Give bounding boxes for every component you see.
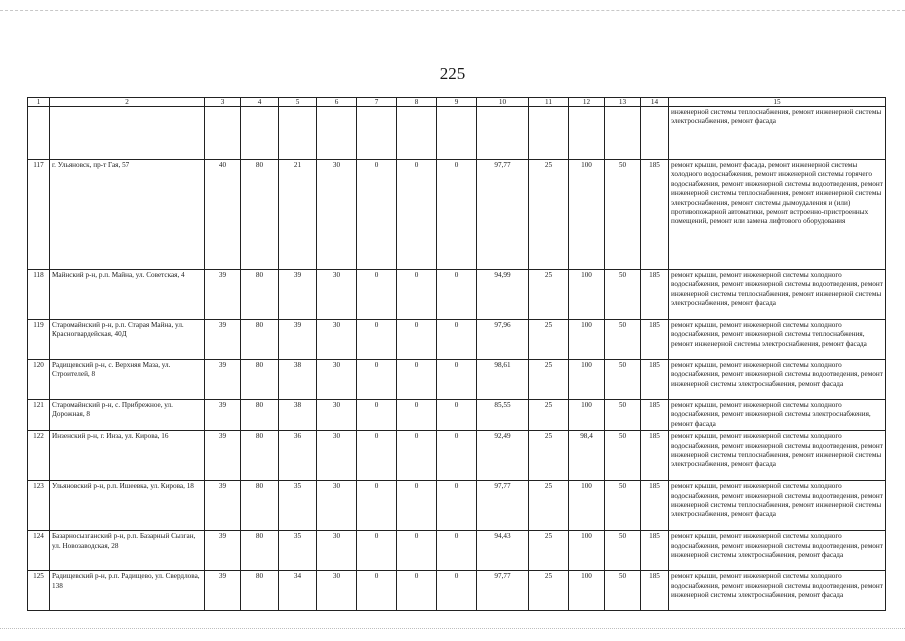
cell-value: 0 xyxy=(397,481,437,531)
cell-value: 25 xyxy=(529,160,569,270)
cell-value: 25 xyxy=(529,531,569,571)
cell-works: ремонт крыши, ремонт фасада, ремонт инженерной системы холодного водоснабжения, ремонт инженерной системы горячего водоснабжения, ремонт инженерной системы водоотведения, ремонт инженерной системы теплоснабжения, ремонт инженерной системы электроснабжения, ремонт системы дымоудаления и (или) противопожарной автоматики, ремонт встроенно-пристроенных помещений, ремонт или замена лифтового оборудования xyxy=(669,160,886,270)
cell-value: 40 xyxy=(205,160,241,270)
cell-works: ремонт крыши, ремонт инженерной системы холодного водоснабжения, ремонт инженерной системы водоотведения, ремонт инженерной системы электроснабжения, ремонт фасада xyxy=(669,360,886,400)
cell-address: Старомайнский р-н, р.п. Старая Майна, ул. Красногвардейская, 40Д xyxy=(50,320,205,360)
cell-value: 0 xyxy=(437,571,477,611)
cell-value: 39 xyxy=(205,571,241,611)
cell-value: 92,49 xyxy=(477,431,529,481)
cell-value: 50 xyxy=(605,400,641,431)
cell-value: 25 xyxy=(529,270,569,320)
cell-value: 185 xyxy=(641,531,669,571)
cell-value: 30 xyxy=(317,360,357,400)
cell-works: ремонт крыши, ремонт инженерной системы холодного водоснабжения, ремонт инженерной системы водоотведения, ремонт инженерной системы электроснабжения, ремонт фасада xyxy=(669,571,886,611)
cell-value: 0 xyxy=(437,160,477,270)
cell-value: 36 xyxy=(279,431,317,481)
cell-value: 39 xyxy=(205,360,241,400)
cell-value: 35 xyxy=(279,531,317,571)
table-row xyxy=(28,360,886,400)
cell-index: 120 xyxy=(28,360,50,400)
table-row-continuation xyxy=(28,107,886,160)
cell-value: 94,99 xyxy=(477,270,529,320)
cell-value: 30 xyxy=(317,160,357,270)
cell-value: 97,96 xyxy=(477,320,529,360)
cell-value: 80 xyxy=(241,360,279,400)
column-header: 15 xyxy=(669,98,886,107)
table-row xyxy=(28,160,886,270)
cell-value: 100 xyxy=(569,571,605,611)
column-header: 4 xyxy=(241,98,279,107)
cell-value: 25 xyxy=(529,320,569,360)
cell-value: 50 xyxy=(605,320,641,360)
cell-value: 39 xyxy=(205,431,241,481)
cell-value: 100 xyxy=(569,160,605,270)
cell-index: 121 xyxy=(28,400,50,431)
cell-value: 39 xyxy=(279,320,317,360)
cell-value: 85,55 xyxy=(477,400,529,431)
cell-value: 39 xyxy=(205,481,241,531)
cell-address: Майнский р-н, р.п. Майна, ул. Советская, 4 xyxy=(50,270,205,320)
cell-value: 97,77 xyxy=(477,160,529,270)
cell-value: 0 xyxy=(397,320,437,360)
cell-value: 0 xyxy=(397,531,437,571)
cell-value: 25 xyxy=(529,571,569,611)
cell-index: 119 xyxy=(28,320,50,360)
cell-value: 80 xyxy=(241,320,279,360)
cell-value: 34 xyxy=(279,571,317,611)
column-header: 1 xyxy=(28,98,50,107)
column-header: 13 xyxy=(605,98,641,107)
cell-value: 94,43 xyxy=(477,531,529,571)
cell-index: 122 xyxy=(28,431,50,481)
cell-value: 25 xyxy=(529,360,569,400)
cell-index: 118 xyxy=(28,270,50,320)
column-header: 9 xyxy=(437,98,477,107)
cell-value: 0 xyxy=(397,160,437,270)
cell-value: 39 xyxy=(205,531,241,571)
cell-value: 25 xyxy=(529,400,569,431)
cell-index: 125 xyxy=(28,571,50,611)
cell-value: 25 xyxy=(529,431,569,481)
cell-value: 100 xyxy=(569,531,605,571)
cell-value: 39 xyxy=(205,270,241,320)
cell-value: 50 xyxy=(605,360,641,400)
cell-value: 80 xyxy=(241,270,279,320)
cell-value: 50 xyxy=(605,571,641,611)
table-row xyxy=(28,571,886,611)
cell-address: Инзенский р-н, г. Инза, ул. Кирова, 16 xyxy=(50,431,205,481)
cell-value: 0 xyxy=(397,571,437,611)
cell-value: 0 xyxy=(437,270,477,320)
cell-value: 0 xyxy=(357,571,397,611)
cell-value: 0 xyxy=(357,531,397,571)
scan-bottom-edge xyxy=(0,628,905,641)
cell-value: 0 xyxy=(437,481,477,531)
cell-works: ремонт крыши, ремонт инженерной системы холодного водоснабжения, ремонт инженерной системы водоотведения, ремонт инженерной системы теплоснабжения, ремонт инженерной системы электроснабжения, ремонт фасада xyxy=(669,481,886,531)
cell-value: 185 xyxy=(641,320,669,360)
cell-value: 0 xyxy=(437,400,477,431)
cell-value: 80 xyxy=(241,400,279,431)
column-header: 12 xyxy=(569,98,605,107)
column-header: 11 xyxy=(529,98,569,107)
cell-value: 185 xyxy=(641,481,669,531)
table-row xyxy=(28,431,886,481)
cell-works: ремонт крыши, ремонт инженерной системы холодного водоснабжения, ремонт инженерной системы водоотведения, ремонт инженерной системы теплоснабжения, ремонт инженерной системы электроснабжения, ремонт фасада xyxy=(669,270,886,320)
cell-address: г. Ульяновск, пр-т Гая, 57 xyxy=(50,160,205,270)
cell-value: 21 xyxy=(279,160,317,270)
cell-value: 100 xyxy=(569,481,605,531)
table-row xyxy=(28,270,886,320)
cell-works: инженерной системы теплоснабжения, ремонт инженерной системы электроснабжения, ремонт фасада xyxy=(669,107,886,160)
cell-value: 0 xyxy=(397,400,437,431)
cell-works: ремонт крыши, ремонт инженерной системы холодного водоснабжения, ремонт инженерной системы электроснабжения, ремонт фасада xyxy=(669,400,886,431)
cell-address: Радищевский р-н, с. Верхняя Маза, ул. Строителей, 8 xyxy=(50,360,205,400)
header-row xyxy=(28,98,886,107)
cell-value: 50 xyxy=(605,270,641,320)
cell-value: 0 xyxy=(357,160,397,270)
cell-index: 124 xyxy=(28,531,50,571)
cell-value: 80 xyxy=(241,531,279,571)
cell-value: 185 xyxy=(641,270,669,320)
cell-value: 30 xyxy=(317,481,357,531)
cell-index: 123 xyxy=(28,481,50,531)
cell-value: 100 xyxy=(569,270,605,320)
cell-value: 0 xyxy=(357,360,397,400)
cell-value: 30 xyxy=(317,400,357,431)
cell-value: 30 xyxy=(317,270,357,320)
cell-address: Старомайнский р-н, с. Прибрежное, ул. Дорожная, 8 xyxy=(50,400,205,431)
cell-value: 0 xyxy=(357,400,397,431)
cell-value: 98,4 xyxy=(569,431,605,481)
cell-works: ремонт крыши, ремонт инженерной системы холодного водоснабжения, ремонт инженерной системы теплоснабжения, ремонт инженерной системы электроснабжения, ремонт фасада xyxy=(669,320,886,360)
cell-value: 80 xyxy=(241,160,279,270)
cell-value: 100 xyxy=(569,320,605,360)
cell-address: Базарносызганский р-н, р.п. Базарный Сызган, ул. Новозаводская, 28 xyxy=(50,531,205,571)
cell-value: 38 xyxy=(279,360,317,400)
cell-value: 50 xyxy=(605,431,641,481)
column-header: 6 xyxy=(317,98,357,107)
cell-value: 100 xyxy=(569,400,605,431)
cell-value: 80 xyxy=(241,571,279,611)
cell-value: 0 xyxy=(437,431,477,481)
column-header: 7 xyxy=(357,98,397,107)
column-header: 10 xyxy=(477,98,529,107)
cell-value: 25 xyxy=(529,481,569,531)
cell-value: 0 xyxy=(397,270,437,320)
cell-works: ремонт крыши, ремонт инженерной системы холодного водоснабжения, ремонт инженерной системы водоотведения, ремонт инженерной системы теплоснабжения, ремонт инженерной системы электроснабжения, ремонт фасада xyxy=(669,431,886,481)
cell-value: 80 xyxy=(241,431,279,481)
cell-value: 35 xyxy=(279,481,317,531)
cell-value: 38 xyxy=(279,400,317,431)
cell-address: Ульяновский р-н, р.п. Ишеевка, ул. Кирова, 18 xyxy=(50,481,205,531)
cell-value: 185 xyxy=(641,360,669,400)
cell-value: 50 xyxy=(605,531,641,571)
cell-value: 0 xyxy=(437,360,477,400)
cell-value: 0 xyxy=(397,431,437,481)
table-row xyxy=(28,320,886,360)
column-header: 2 xyxy=(50,98,205,107)
column-header: 5 xyxy=(279,98,317,107)
column-header: 14 xyxy=(641,98,669,107)
cell-value: 39 xyxy=(279,270,317,320)
data-table xyxy=(27,97,886,611)
cell-value: 100 xyxy=(569,360,605,400)
cell-value: 97,77 xyxy=(477,571,529,611)
cell-value: 39 xyxy=(205,320,241,360)
cell-value: 30 xyxy=(317,531,357,571)
cell-value: 185 xyxy=(641,400,669,431)
cell-value: 0 xyxy=(357,320,397,360)
cell-value: 185 xyxy=(641,571,669,611)
cell-works: ремонт крыши, ремонт инженерной системы холодного водоснабжения, ремонт инженерной системы водоотведения, ремонт инженерной системы электроснабжения, ремонт фасада xyxy=(669,531,886,571)
column-header: 8 xyxy=(397,98,437,107)
cell-value: 39 xyxy=(205,400,241,431)
cell-value: 0 xyxy=(397,360,437,400)
cell-value: 185 xyxy=(641,431,669,481)
cell-value: 30 xyxy=(317,571,357,611)
cell-value: 50 xyxy=(605,481,641,531)
cell-value: 30 xyxy=(317,431,357,481)
cell-value: 0 xyxy=(357,481,397,531)
cell-value: 0 xyxy=(357,431,397,481)
table-row xyxy=(28,481,886,531)
cell-value: 185 xyxy=(641,160,669,270)
cell-address: Радищевский р-н, р.п. Радищево, ул. Свердлова, 138 xyxy=(50,571,205,611)
table-row xyxy=(28,400,886,431)
cell-value: 30 xyxy=(317,320,357,360)
column-header: 3 xyxy=(205,98,241,107)
cell-value: 0 xyxy=(437,531,477,571)
cell-value: 97,77 xyxy=(477,481,529,531)
cell-value: 0 xyxy=(357,270,397,320)
cell-value: 80 xyxy=(241,481,279,531)
cell-value: 50 xyxy=(605,160,641,270)
cell-value: 0 xyxy=(437,320,477,360)
scan-top-edge xyxy=(0,0,905,11)
cell-value: 98,61 xyxy=(477,360,529,400)
page-number: 225 xyxy=(439,64,466,83)
cell-index: 117 xyxy=(28,160,50,270)
table-row xyxy=(28,531,886,571)
